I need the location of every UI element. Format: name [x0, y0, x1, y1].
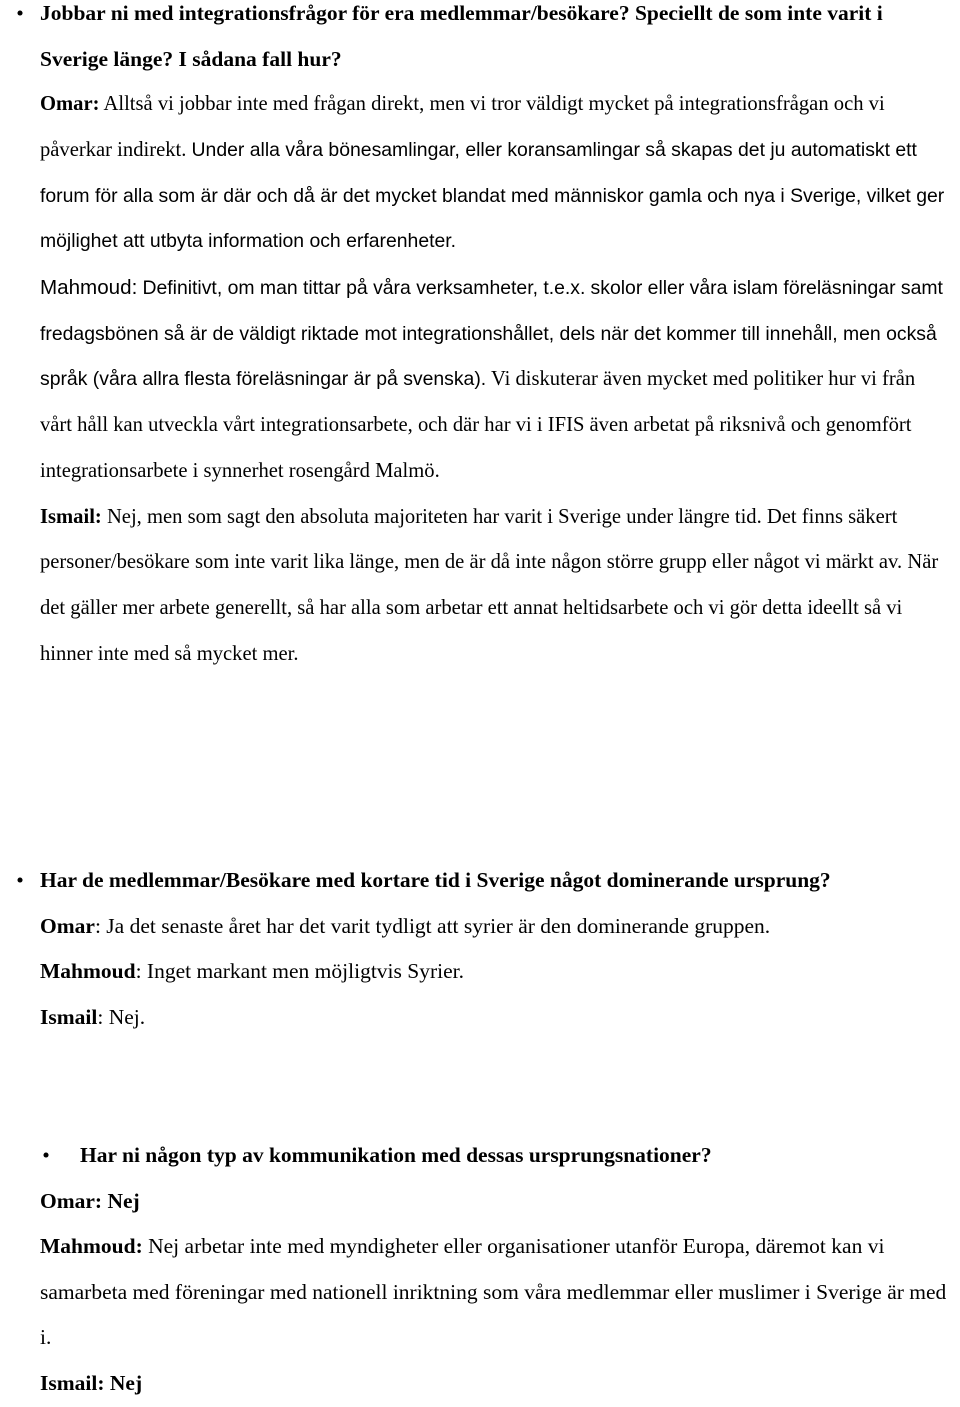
- answer-text: När det gäller mer arbete generellt, så har alla som arbetar ett annat heltidsarbete och vi gör detta ideellt så vi hinner inte med så mycket mer.: [40, 551, 939, 665]
- question-text: Har de medlemmar/Besökare med kortare tid i Sverige något dominerande ursprung?: [40, 868, 831, 892]
- speaker-label: Ismail: [40, 1005, 98, 1030]
- answer-mahmoud: [0, 1224, 960, 1361]
- bullet-icon: •: [16, 1, 24, 25]
- answer-text: Alltså vi jobbar inte med frågan direkt, men vi tror väldigt mycket på integrationsfrågan och vi påverkar indirekt.: [40, 93, 885, 161]
- speaker-label: Mahmoud: [40, 959, 136, 984]
- answer-text: skolor eller våra islam föreläsningar samt fredagsbönen så är de väldigt riktade mot integrationshållet, dels när det kommer till innehåll, men också språk (våra allra flesta föreläsningar är på svenska).: [40, 277, 943, 391]
- bullet-icon: •: [42, 1143, 50, 1167]
- speaker-label: Omar: Nej: [40, 1188, 140, 1213]
- speaker-label: Omar: [40, 913, 95, 938]
- answer-text: Det finns säkert personer/besökare som inte varit lika länge, men de är då inte någon större grupp eller något vi märkt av.: [40, 505, 903, 574]
- answer-text: Definitivt, om man tittar på våra verksamheter, t.e.x.: [142, 277, 586, 299]
- question-heading: [0, 1133, 960, 1179]
- qa-section-origin: [0, 858, 960, 1041]
- speaker-label: Mahmoud:: [40, 276, 138, 299]
- answer-text: : Ja det senaste året har det varit tydligt att syrier är den dominerande gruppen.: [94, 913, 771, 938]
- answer-text: Under alla våra bönesamlingar, eller koransamlingar så skapas det ju automatiskt ett forum för alla som är där och då är det mycket blandat med människor gamla och nya i Sverige, vilket ger möjlighet att utbyta information och erfarenheter.: [40, 138, 945, 253]
- speaker-label: Mahmoud:: [40, 1234, 143, 1259]
- answer-mahmoud: [0, 949, 960, 995]
- question-heading: [0, 858, 960, 904]
- answer-text: Vi diskuterar även mycket med politiker hur vi från vårt håll kan utveckla vårt integrationsarbete, och där har vi i IFIS även arbetat på riksnivå och genomfört integrationsarbete i synnerhet rosengård Malmö.: [40, 368, 916, 482]
- answer-text: Nej, men som sagt den absoluta majoriteten har varit i Sverige under längre tid.: [106, 505, 762, 528]
- question-heading: [0, 0, 960, 82]
- answer-omar: [0, 1179, 960, 1225]
- speaker-label: Ismail: Nej: [40, 1370, 143, 1395]
- speaker-label: Ismail:: [40, 505, 102, 528]
- answer-text: Nej arbetar inte med myndigheter eller organisationer utanför Europa, däremot kan vi samarbeta med föreningar med nationell inriktning som våra medlemmar eller muslimer i Sverige är med i.: [40, 1234, 947, 1350]
- answer-omar: [0, 904, 960, 950]
- answer-ismail: [0, 495, 960, 678]
- answer-omar: [0, 82, 960, 265]
- speaker-label: Omar:: [40, 93, 100, 116]
- answer-text: : Inget markant men möjligtvis Syrier.: [135, 959, 464, 984]
- answer-mahmoud: [0, 265, 960, 495]
- question-text: Jobbar ni med integrationsfrågor för era medlemmar/besökare? Speciellt de som inte varit i Sverige länge? I sådana fall hur?: [40, 1, 883, 71]
- qa-section-integration: [0, 0, 960, 677]
- answer-text: : Nej.: [97, 1005, 146, 1030]
- bullet-icon: •: [16, 868, 24, 892]
- answer-ismail: [0, 995, 960, 1041]
- question-text: Har ni någon typ av kommunikation med dessas ursprungsnationer?: [80, 1143, 712, 1167]
- qa-section-communication: [0, 1133, 960, 1407]
